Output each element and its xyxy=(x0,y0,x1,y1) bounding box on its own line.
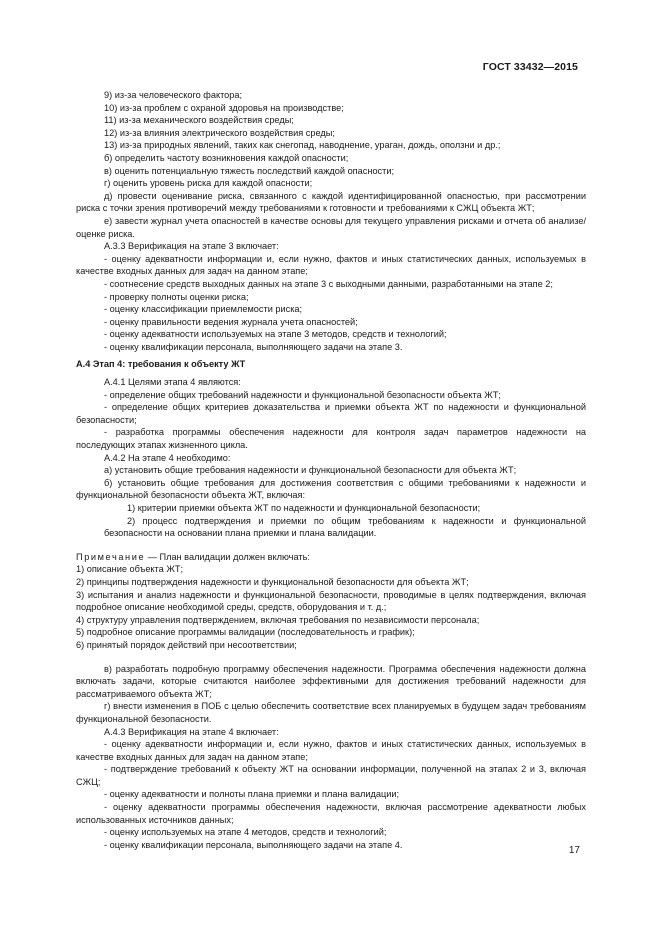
section-heading: А.4 Этап 4: требования к объекту ЖТ xyxy=(76,359,246,370)
list-item: 12) из-за влияния электрического воздействия среды; xyxy=(104,127,335,138)
list-item: - оценку квалификации персонала, выполняющего задачи на этапе 4. xyxy=(104,839,403,850)
list-item: - оценку адекватности информации и, если нужно, фактов и иных статистических данных, используемых в качестве входных данных для задач на данном этапе; xyxy=(76,739,586,762)
clause-title: А.4.2 На этапе 4 необходимо: xyxy=(104,452,231,463)
spacer xyxy=(76,652,586,663)
list-item: в) разработать подробную программу обеспечения надежности. Программа обеспечения надежности должна включать задачи, которые считаются наиболее эффективными для достижения требований надежности для рассматриваемого объекта ЖТ; xyxy=(76,663,586,699)
note-item: 1) описание объекта ЖТ; xyxy=(76,564,184,575)
note-item: 4) структуру управления подтверждением, включая требования по независимости персонала; xyxy=(76,614,480,625)
list-item: в) оценить потенциальную тяжесть последствий каждой опасности; xyxy=(104,165,395,176)
list-item: - проверку полноты оценки риска; xyxy=(104,291,249,302)
list-item: - оценку классификации приемлемости риска; xyxy=(104,304,303,315)
list-item: д) провести оценивание риска, связанного с каждой идентифицированной опасностью, при рассмотрении риска с точки зрения противоречий между требованиями к готовности и требованиями к СЖЦ объекта ЖТ; xyxy=(76,190,586,214)
spacer xyxy=(76,540,586,551)
note-text: — План валидации должен включать: xyxy=(145,551,310,562)
list-item: г) оценить уровень риска для каждой опасности; xyxy=(104,178,313,189)
list-item: - подтверждение требований к объекту ЖТ на основании информации, полученной на этапах 2 и 3, включая СЖЦ; xyxy=(76,764,586,787)
list-item: - разработка программы обеспечения надежности для контроля задач параметров надежности на последующих этапах жизненного цикла. xyxy=(76,427,586,451)
clause-title: А.4.3 Верификация на этапе 4 включает: xyxy=(104,726,279,737)
list-item: б) установить общие требования для достижения соответствия с общими требованиями к надежности и функциональной безопасности объекта ЖТ, включая: xyxy=(76,477,586,501)
list-item: - определение общих требований надежности и функциональной безопасности объекта ЖТ; xyxy=(104,389,501,400)
list-item: - оценку правильности ведения журнала учета опасностей; xyxy=(104,316,358,327)
list-item: е) завести журнал учета опасностей в качестве основы для текущего управления рисками и отчета об анализе/оценке риска. xyxy=(76,215,586,239)
document-standard-number: ГОСТ 33432—2015 xyxy=(482,61,578,73)
note-item: 5) подробное описание программы валидации (последовательность и график); xyxy=(76,627,415,638)
list-item: - определение общих критериев доказательства и приемки объекта ЖТ по надежности и функциональной безопасности; xyxy=(76,402,586,425)
list-item: - соотнесение средств выходных данных на этапе 3 с выходными данными, разработанными на этапе 2; xyxy=(104,278,553,289)
list-item: 9) из-за человеческого фактора; xyxy=(104,90,243,100)
clause-title: А.4.1 Целями этапа 4 являются: xyxy=(104,377,241,388)
list-item: 11) из-за механического воздействия среды; xyxy=(104,115,294,126)
list-item: 1) критерии приемки объекта ЖТ по надежности и функциональной безопасности; xyxy=(127,503,481,513)
note-heading xyxy=(76,551,586,564)
list-item: - оценку адекватности и полноты плана приемки и плана валидации; xyxy=(104,789,400,800)
list-item: г) внести изменения в ПОБ с целью обеспечить соответствие всех планируемых в будущем задач требованиям функциональной безопасности. xyxy=(76,701,586,724)
list-item: 13) из-за природных явлений, таких как снегопад, наводнение, ураган, дождь, оползни и др.; xyxy=(104,140,501,151)
note-item: 2) принципы подтверждения надежности и функциональной безопасности для объекта ЖТ; xyxy=(76,576,469,587)
list-item: - оценку адекватности используемых на этапе 3 методов, средств и технологий; xyxy=(104,329,447,340)
note-label: Примечание xyxy=(76,551,146,562)
list-item: - оценку квалификации персонала, выполняющего задачи на этапе 3. xyxy=(104,341,403,352)
list-item: а) установить общие требования надежности и функциональной безопасности для объекта ЖТ; xyxy=(104,465,517,476)
list-item: 2) процесс подтверждения и приемки по общим требованиям к надежности и функциональной безопасности на основании плана приемки и плана валидации. xyxy=(104,515,586,539)
page-number: 17 xyxy=(568,845,580,856)
document-body xyxy=(76,89,586,851)
list-item: - оценку используемых на этапе 4 методов, средств и технологий; xyxy=(104,827,387,838)
clause-title: А.3.3 Верификация на этапе 3 включает: xyxy=(104,241,279,252)
list-item: - оценку адекватности программы обеспечения надежности, включая рассмотрение адекватности любых использованных источников данных; xyxy=(76,802,586,825)
note-item: 6) принятый порядок действий при несоответствии; xyxy=(76,639,297,650)
note-item: 3) испытания и анализ надежности и функциональной безопасности, проводимые в целях подтверждения, включая подробное описание необходимой среды, средств, оборудования и т. д.; xyxy=(76,589,586,613)
list-item: - оценку адекватности информации и, если нужно, фактов и иных статистических данных, используемых в качестве входных данных для задач на данном этапе; xyxy=(76,253,586,277)
list-item: б) определить частоту возникновения каждой опасности; xyxy=(104,152,349,163)
list-item: 10) из-за проблем с охраной здоровья на производстве; xyxy=(104,102,344,113)
